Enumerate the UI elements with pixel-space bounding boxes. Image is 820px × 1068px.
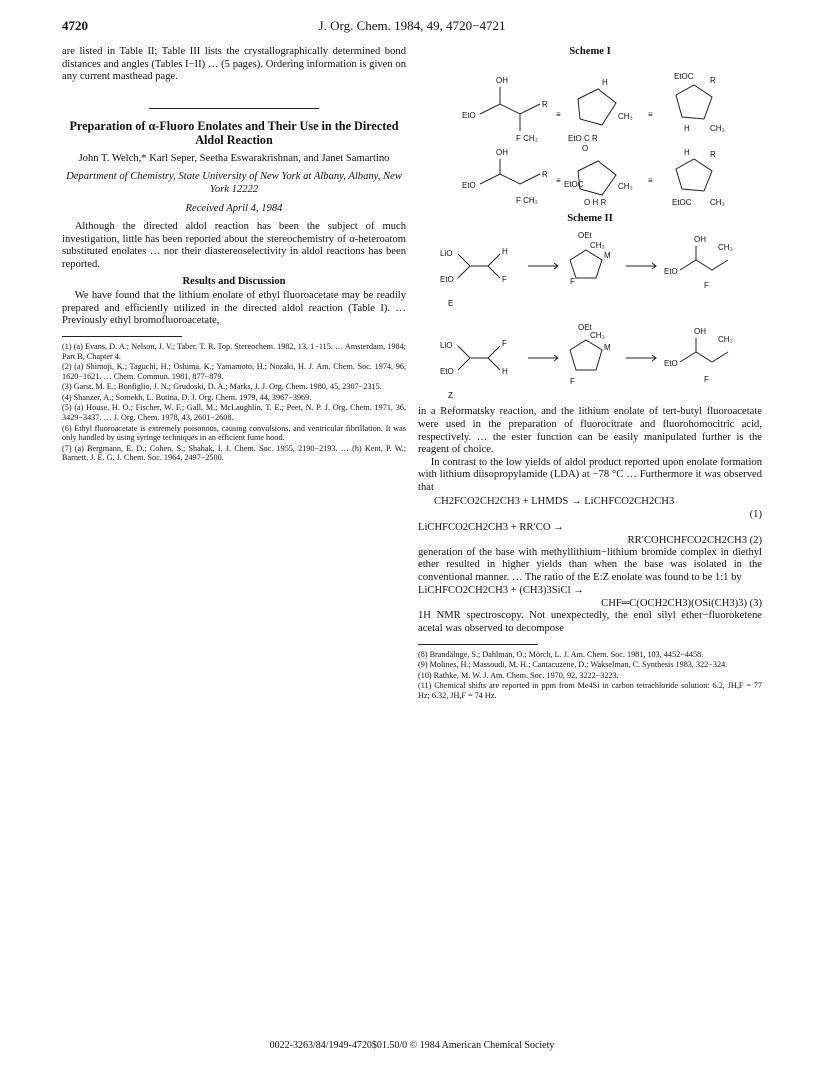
svg-text:CH₃: CH₃: [618, 181, 633, 191]
received-date: Received April 4, 1984: [185, 202, 283, 214]
equation-1: CH2FCO2CH2CH3 + LHMDS → LiCHFCO2CH2CH3: [434, 495, 675, 507]
author-list: John T. Welch,* Karl Seper, Seetha Eswarakrishnan, and Janet Samartino: [78, 152, 390, 164]
results-paragraph: We have found that the lithium enolate of ethyl fluoroacetate may be readily prepared and efficiently utilized in the directed aldol reaction (Table I). … Previously ethyl bromofluoroacetate,: [62, 290, 406, 327]
svg-text:EtO: EtO: [664, 266, 678, 276]
scheme-2-title: Scheme II: [567, 213, 613, 225]
svg-text:CH₃: CH₃: [618, 111, 633, 121]
body-paragraph: 1H NMR spectroscopy. Not unexpectedly, the enol silyl ether−fluoroketene acetal was observed to decompose: [418, 610, 762, 634]
svg-text:≡: ≡: [648, 175, 653, 185]
svg-text:EtO C R: EtO C R: [568, 133, 598, 143]
svg-text:H: H: [684, 123, 690, 133]
svg-text:CH₃: CH₃: [710, 197, 725, 207]
svg-text:OH: OH: [694, 326, 706, 336]
svg-text:≡: ≡: [556, 109, 561, 119]
svg-text:F CH₃: F CH₃: [516, 133, 538, 143]
enolate-label-z: Z: [448, 390, 453, 400]
svg-text:EtO: EtO: [462, 110, 476, 120]
svg-text:OH: OH: [694, 234, 706, 244]
article-title: Preparation of α-Fluoro Enolates and Their Use in the Directed Aldol Reaction: [69, 118, 399, 147]
body-paragraph: in a Reformatsky reaction, and the lithium enolate of tert-butyl fluoroacetate were used in the preparation of fluorocitrate and fluorohomocitric acid, respectively. … the ester function can be easily manipulated further is the reagent of choice.: [418, 406, 762, 456]
svg-text:F: F: [704, 280, 709, 290]
footnote-rule: [418, 644, 538, 645]
svg-text:O: O: [582, 143, 589, 153]
svg-text:CH₃: CH₃: [718, 334, 733, 344]
svg-text:EtO: EtO: [440, 274, 454, 284]
footnote: (9) Molines, H.; Massoudi, M. H.; Cantacuzene, D.; Wakselman, C. Synthesis 1983, 322−324.: [418, 660, 728, 670]
footnote: (5) (a) House, H. O.; Fischer, W. F.; Gall, M.; McLaughlin, T. E.; Peet, N. P. J. Org. Chem. 1971, 36, 3429−3437. … J. Org. Chem. 1978, 43, 2601−2608.: [62, 403, 406, 423]
svg-text:EtOC: EtOC: [674, 71, 694, 81]
equation-2-line-2: RR′COHCHFCO2CH2CH3 (2): [627, 534, 762, 546]
svg-text:CH₃: CH₃: [710, 123, 725, 133]
footnote: (2) (a) Shimoji, K.; Taguchi, H.; Oshima, K.; Yamamoto, H.; Nozaki, H. J. Am. Chem. Soc. 1974, 96, 1620−1621. … Chem. Commun. 1981, 877−879.: [62, 362, 406, 381]
svg-text:R: R: [710, 75, 716, 85]
svg-text:≡: ≡: [556, 175, 561, 185]
page-footer: 0022-3263/84/1949-4720$01.50/0 © 1984 American Chemical Society: [269, 1040, 555, 1051]
svg-text:M: M: [604, 250, 611, 260]
svg-text:≡: ≡: [648, 109, 653, 119]
svg-text:O H R: O H R: [584, 197, 607, 207]
svg-text:R: R: [542, 99, 548, 109]
scheme-1-title: Scheme I: [569, 46, 611, 57]
abstract-paragraph: Although the directed aldol reaction has been the subject of much investigation, little has been reported about the stereochemistry of α-heteroatom substituted enolates … nor their diastereoselectivity in aldol reactions has been reported.: [62, 221, 406, 270]
svg-text:CH₃: CH₃: [590, 240, 605, 250]
section-heading: Results and Discussion: [182, 275, 286, 287]
svg-text:F: F: [502, 338, 507, 348]
svg-text:F: F: [570, 376, 575, 386]
svg-text:OH: OH: [496, 147, 508, 157]
svg-text:F CH₃: F CH₃: [516, 195, 538, 205]
right-column: [418, 46, 762, 701]
svg-text:H: H: [684, 147, 690, 157]
footnote: (11) Chemical shifts are reported in ppm from Me4Si in carbon tetrachloride solution: 6.2, JH,F = 77 Hz; 6.32, JH,F = 74 Hz.: [418, 681, 762, 700]
footnote: (6) Ethyl fluoroacetate is extremely poisonous, causing convulsions, and ventricular fibrillation. It was only handled by using syringe techniques in an efficient fume hood.: [62, 423, 406, 443]
svg-text:F: F: [570, 276, 575, 286]
supplementary-text: are listed in Table II; Table III lists the crystallographically determined bond distances and angles (Tables I−II) … (5 pages). Ordering information is given on any current masthead page.: [62, 46, 406, 83]
svg-text:F: F: [704, 374, 709, 384]
equation-2-line-1: LiCHFCO2CH2CH3 + RR′CO →: [418, 521, 564, 533]
footnote: (10) Rathke, M. W. J. Am. Chem. Soc. 1970, 92, 3222−3223.: [418, 670, 619, 680]
svg-text:LiO: LiO: [440, 340, 453, 350]
affiliation: Department of Chemistry, State University of New York at Albany, Albany, New York 12222: [66, 171, 402, 195]
svg-text:EtO: EtO: [440, 366, 454, 376]
svg-text:H: H: [602, 77, 608, 87]
svg-text:H: H: [502, 246, 508, 256]
svg-text:M: M: [604, 342, 611, 352]
equation-1-number: (1): [749, 508, 762, 520]
svg-text:CH₃: CH₃: [590, 330, 605, 340]
equation-3-line-1: LiCHFCO2CH2CH3 + (CH3)3SiCl →: [418, 585, 584, 597]
svg-text:R: R: [542, 169, 548, 179]
body-paragraph: generation of the base with methyllithium−lithium bromide complex in diethyl ether resulted in higher yields than when the base was isolated in the conventional manner. … The ratio of the E:Z enolate was found to be 1:1 by: [418, 546, 762, 583]
enolate-label-e: E: [448, 298, 454, 308]
left-column: [62, 46, 406, 464]
footnote: (4) Shanzer, A.; Somekh, L. Butina, D. J. Org. Chem. 1979, 44, 3967−3969.: [62, 392, 312, 402]
svg-text:LiO: LiO: [440, 248, 453, 258]
svg-text:OEt: OEt: [578, 322, 592, 332]
page-number: 4720: [62, 18, 88, 33]
svg-text:EtOC: EtOC: [564, 179, 584, 189]
footnote-rule: [62, 336, 182, 337]
body-paragraph: In contrast to the low yields of aldol product reported upon enolate formation with lithium diisopropylamide (LDA) at −78 °C … Furthermore it was observed that: [418, 456, 762, 493]
svg-text:OH: OH: [496, 75, 508, 85]
footnote: (3) Garst, M. E.; Bonfiglio, J. N.; Grudoski, D. A.; Marks, J. J. Org. Chem. 1980, 45, 2307−2315.: [62, 382, 382, 392]
svg-text:EtO: EtO: [664, 358, 678, 368]
journal-citation: J. Org. Chem. 1984, 49, 4720−4721: [318, 18, 506, 33]
footnote: (1) (a) Evans, D. A.; Nelson, J. V.; Taber, T. R. Top. Stereochem. 1982, 13, 1−115. … Amsterdam, 1984; Part B, Chapter 4.: [62, 341, 406, 361]
svg-text:EtOC: EtOC: [672, 197, 692, 207]
svg-text:H: H: [502, 366, 508, 376]
scheme-2-drawing: [418, 226, 762, 402]
equation-3-line-2: CHF═C(OCH2CH3)(OSi(CH3)3) (3): [601, 598, 762, 610]
svg-text:R: R: [710, 149, 716, 159]
svg-text:CH₃: CH₃: [718, 242, 733, 252]
divider-rule: [149, 108, 319, 109]
footnote: (8) Brandälnge, S.; Dahlman, O.; Mörch, L. J. Am. Chem. Soc. 1981, 103, 4452−4458.: [418, 649, 704, 659]
svg-text:OEt: OEt: [578, 230, 592, 240]
svg-text:EtO: EtO: [462, 180, 476, 190]
page-header: [62, 18, 762, 34]
scheme-1-drawing: [418, 59, 762, 209]
svg-text:F: F: [502, 274, 507, 284]
footnote: (7) (a) Bergmann, E. D.; Cohen, S.; Shahak, I. J. Chem. Soc. 1955, 2190−2193. … (h) Kent, P. W.; Barnett, J. E. G. J. Chem. Soc. 1964, 2497−2500.: [62, 443, 406, 463]
